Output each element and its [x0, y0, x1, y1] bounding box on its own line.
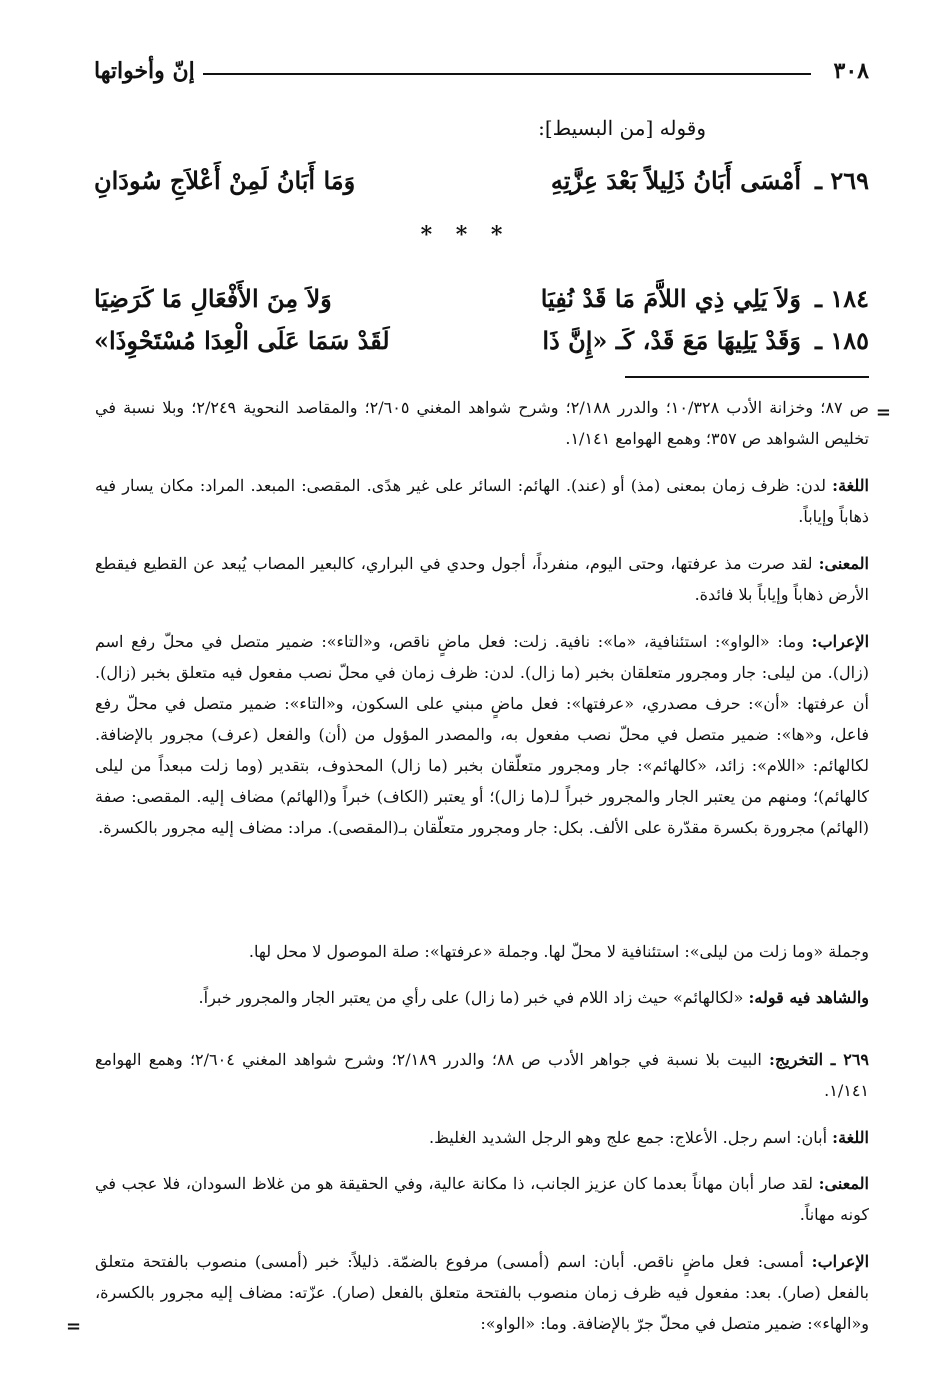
lugha2-text: أبان: اسم رجل. الأعلاج: جمع علج وهو الرجل الشديد الغليظ.	[428, 1128, 828, 1147]
header-rule	[203, 73, 811, 75]
mana-label: المعنى:	[818, 554, 869, 573]
irab-label: الإعراب:	[811, 632, 870, 651]
shahid-text: «لكالهائم» حيث زاد اللام في خبر (ما زال) على رأي من يعتبر الجار والمجرور خبراً.	[198, 988, 744, 1007]
chapter-title: إنّ وأخواتها	[94, 58, 195, 84]
poem-line-first-hemistich: وَلاَ يَلِي ذِي اللاَّمَ مَا قَدْ نُفِيَا	[540, 284, 801, 313]
jumla-text: وجملة «وما زلت من ليلى»: استئنافية لا محلّ لها. وجملة «عرفتها»: صلة الموصول لا محل لها.	[248, 942, 869, 961]
footnote-mana-2	[95, 1168, 869, 1230]
poem-line-number: ١٨٥ ـ	[814, 326, 869, 355]
footnote-takhrij	[95, 1044, 869, 1106]
irab2-text: أمسى: فعل ماضٍ ناقص. أبان: اسم (أمسى) مرفوع بالضمّة. ذليلاً: خبر (أمسى) منصوب بالفتحة متعلق بالفعل (صار). بعد: مفعول فيه ظرف زمان منصوب بالفتحة متعلق بالفعل (صار). عزّته: مضاف إليه مجرور بالكسرة، و«الهاء»: ضمير متصل في محلّ جرّ بالإضافة. وما: «الواو»:	[95, 1252, 869, 1333]
footnote-lugha	[95, 470, 869, 532]
verse-269-second-hemistich: وَمَا أَبَانُ لَمِنْ أَعْلاَجِ سُودَانِ	[94, 166, 356, 195]
poem-line-second-hemistich: وَلاَ مِنَ الأَفْعَالِ مَا كَرَضِيَا	[94, 284, 332, 313]
section-separator: * * *	[420, 222, 511, 248]
mana2-label: المعنى:	[818, 1174, 869, 1193]
mana-text: لقد صرت مذ عرفتها، وحتى اليوم، منفرداً، أجول وحدي في البراري، كالبعير المصاب يُبعد عن القطيع فيقطع الأرض ذهاباً وإياباً بلا فائدة.	[95, 554, 869, 604]
footnote-sources	[95, 392, 869, 454]
verse-269-first-hemistich: أَمْسَى أَبَانُ ذَلِيلاً بَعْدَ عِزَّتِهِ	[550, 166, 801, 195]
footnote-irab-2	[95, 1246, 869, 1339]
footnote-mana	[95, 548, 869, 610]
irab-text: وما: «الواو»: استئنافية، «ما»: نافية. زلت: فعل ماضٍ ناقص، و«التاء»: ضمير متصل في محلّ رفع اسم (زال). من ليلى: جار ومجرور متعلقان بخبر (ما زال). لدن: ظرف زمان في محلّ نصب مفعول فيه متعلق بخبر (زال). أن عرفتها: «أن»: حرف مصدري، «عرفتها»: فعل ماضٍ مبني على السكون، و«التاء»: ضمير متصل في محلّ رفع فاعل، و«ها»: ضمير متصل في محلّ نصب مفعول به، والمصدر المؤول من (أن) والفعل (عرف) مجرور بالإضافة. لكالهائم: «اللام»: زائد، «كالهائم»: جار ومجرور متعلّقان بخبر (ما زال) المحذوف، بتقدير (وما زلت مبعداً من ليلى كالهائم)؛ ومنهم من يعتبر الجار والمجرور خبراً لـ(ما زال)؛ أو يعتبر (الكاف) خبراً و(الهائم) مضاف إليه. المقصى: صفة (الهائم) مجرورة بكسرة مقدّرة على الألف. بكل: جار ومجرور متعلّقان بـ(المقصى). مراد: مضاف إليه مجرور بالكسرة.	[95, 632, 869, 837]
intro-line: وقوله [من البسيط]:	[538, 116, 706, 140]
poem-line-second-hemistich: لَقَدْ سَمَا عَلَى الْعِدَا مُسْتَحْوِذَا»	[94, 326, 390, 355]
irab2-label: الإعراب:	[811, 1252, 870, 1271]
takhrij-text: البيت بلا نسبة في جواهر الأدب ص ٨٨؛ والدرر ٢/١٨٩؛ وشرح شواهد المغني ٢/٦٠٤؛ وهمع الهوامع ١/١٤١.	[95, 1050, 869, 1100]
verse-269-number: ٢٦٩ ـ	[814, 166, 869, 195]
continuation-mark: =	[66, 1316, 82, 1337]
takhrij-label: ٢٦٩ ـ التخريج:	[769, 1050, 869, 1069]
lugha-label: اللغة:	[832, 476, 869, 495]
poem-line-first-hemistich: وَقَدْ يَلِيهَا مَعَ قَدْ، كَـ «إِنَّ ذَا	[542, 326, 801, 355]
lugha-text: لدن: ظرف زمان بمعنى (مذ) أو (عند). الهائم: السائر على غير هدًى. المقصى: المبعد. المراد: مكان يسار فيه ذهاباً وإياباً.	[95, 476, 869, 526]
lugha2-label: اللغة:	[832, 1128, 869, 1147]
mana2-text: لقد صار أبان مهاناً بعدما كان عزيز الجانب، ذا مكانة عالية، وفي الحقيقة هو من غلاظ السودان، فلا عجب في كونه مهاناً.	[95, 1174, 869, 1224]
footnote-jumla	[95, 936, 869, 967]
sources-text: ص ٨٧؛ وخزانة الأدب ١٠/٣٢٨؛ والدرر ٢/١٨٨؛ وشرح شواهد المغني ٢/٦٠٥؛ والمقاصد النحوية ٢/٢٤٩؛ وبلا نسبة في تخليص الشواهد ص ٣٥٧؛ وهمع الهوامع ١/١٤١.	[95, 398, 870, 448]
footnote-irab	[95, 626, 869, 843]
shahid-label: والشاهد فيه قوله:	[748, 988, 869, 1007]
poem-line-number: ١٨٤ ـ	[814, 284, 869, 313]
footnote-rule	[625, 376, 869, 378]
footnote-shahid	[95, 982, 869, 1013]
footnote-lugha-2	[95, 1122, 869, 1153]
page-number: ٣٠٨	[833, 58, 869, 84]
continuation-mark: =	[875, 402, 891, 423]
